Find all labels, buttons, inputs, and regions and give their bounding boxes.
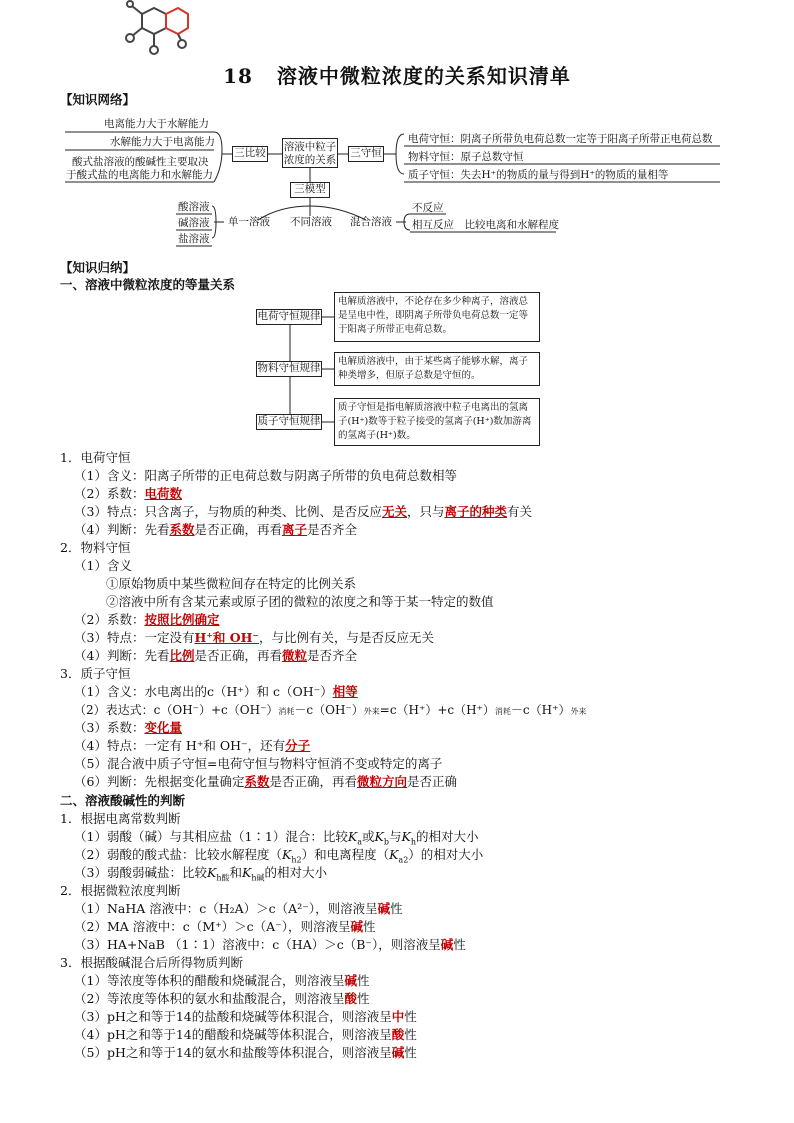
right-label-2: 物料守恒：原子总数守恒 (408, 151, 524, 163)
rule-charge: 电荷守恒规律 (256, 309, 322, 325)
p2-b: （2）系数：按照比例确定 (74, 612, 220, 627)
rule-material-desc: 电解质溶液中，由于某些离子能够水解，离子种类增多，但原子总数是守恒的。 (334, 352, 540, 386)
page-title: 18 溶液中微粒浓度的关系知识清单 (223, 64, 571, 88)
box-center (282, 138, 338, 168)
section-one: 一、溶液中微粒浓度的等量关系 (60, 277, 236, 292)
rule-material: 物料守恒规律 (256, 361, 322, 377)
rule-proton-desc: 质子守恒是指电解质溶液中粒子电离出的氢离子(H⁺)数等于粒子接受的氢离子(H⁺)数加游离的氢离子(H⁺)数。 (334, 398, 540, 446)
p3-e: （5）混合液中质子守恒=电荷守恒与物料守恒消不变或特定的离子 (74, 756, 443, 771)
p2-heading: 2．物料守恒 (60, 540, 131, 555)
q3-a: （1）等浓度等体积的醋酸和烧碱混合，则溶液呈碱性 (74, 973, 370, 988)
p1-heading: 1．电荷守恒 (60, 450, 131, 465)
p3-f: （6）判断：先根据变化量确定系数是否正确，再看微粒方向是否正确 (74, 774, 458, 789)
p3-heading: 3．质子守恒 (60, 666, 131, 681)
q3-heading: 3．根据酸碱混合后所得物质判断 (60, 955, 243, 970)
q3-d: （4）pH之和等于14的醋酸和烧碱等体积混合，则溶液呈酸性 (74, 1027, 417, 1042)
q2-c: （3）HA+NaB （1∶1）溶液中：c（HA）＞c（B⁻），则溶液呈碱性 (74, 937, 466, 952)
molecule-logo-icon (122, 0, 192, 62)
noreact-label: 不反应 (412, 202, 444, 214)
left-label-3a: 酸式盐溶液的酸碱性主要取决 (72, 156, 209, 168)
acid-label: 酸溶液 (178, 201, 210, 213)
p3-b: （2）表达式：c（OH⁻）+c（OH⁻）消耗－c（OH⁻）外来=c（H⁺）+c（H⁺）消耗－c（H⁺）外来 (74, 703, 587, 717)
left-label-1: 电离能力大于水解能力 (104, 118, 209, 130)
single-label: 单一溶液 (228, 216, 270, 228)
q3-e: （5）pH之和等于14的氨水和盐酸等体积混合，则溶液呈碱性 (74, 1045, 417, 1060)
q2-a: （1）NaHA 溶液中：c（H₂A）＞c（A²⁻），则溶液呈碱性 (74, 901, 403, 916)
q1-heading: 1．根据电离常数判断 (60, 811, 181, 826)
section-summary: 【知识归纳】 (60, 260, 136, 275)
q1-c: （3）弱酸弱碱盐：比较$K_{h酸}$和$K_{h碱}$的相对大小 (74, 865, 327, 883)
p2-a1: ①原始物质中某些微粒间存在特定的比例关系 (106, 576, 357, 591)
rule-charge-desc: 电解质溶液中，不论存在多少种离子，溶液总是呈电中性，即阴离子所带负电荷总数一定等于阳离子所带正电荷总数。 (334, 292, 540, 342)
p3-d: （4）特点：一定有 H⁺和 OH⁻，还有分子 (74, 738, 311, 753)
react-label: 相互反应 比较电离和水解程度 (412, 219, 559, 231)
p3-c: （3）系数：变化量 (74, 720, 182, 735)
q1-a: （1）弱酸（碱）与其相应盐（1∶1）混合：比较$K_a$或$K_b$与$K_h$的相对大小 (74, 829, 479, 847)
mixed-label: 混合溶液 (350, 216, 392, 228)
p2-d: （4）判断：先看比例是否正确，再看微粒是否齐全 (74, 648, 358, 663)
different-label: 不同溶液 (290, 216, 332, 228)
salt-label: 盐溶液 (178, 233, 210, 245)
rule-proton: 质子守恒规律 (256, 414, 322, 430)
q3-b: （2）等浓度等体积的氨水和盐酸混合，则溶液呈酸性 (74, 991, 370, 1006)
section-two: 二、溶液酸碱性的判断 (60, 793, 186, 808)
base-label: 碱溶液 (178, 217, 210, 229)
center-line-b: 浓度的关系 (283, 154, 337, 166)
q1-b: （2）弱酸的酸式盐：比较水解程度$(K_{h2})$和电离程度$(K_{a2})$的相对大小 (74, 847, 484, 865)
right-label-1: 电荷守恒：阴离子所带负电荷总数一定等于阳离子所带正电荷总数 (408, 133, 713, 145)
p2-a2: ②溶液中所有含某元素或原子团的微粒的浓度之和等于某一特定的数值 (106, 594, 494, 609)
right-label-3: 质子守恒：失去H⁺的物质的量与得到H⁺的物质的量相等 (408, 169, 669, 181)
q2-heading: 2．根据微粒浓度判断 (60, 883, 181, 898)
section-network: 【知识网络】 (60, 92, 136, 107)
p2-a: （1）含义 (74, 558, 132, 573)
left-label-3b: 于酸式盐的电离能力和水解能力 (66, 169, 213, 181)
box-three-compare: 三比较 (232, 146, 268, 162)
box-three-conserve: 三守恒 (348, 146, 384, 162)
q3-c: （3）pH之和等于14的盐酸和烧碱等体积混合，则溶液呈中性 (74, 1009, 417, 1024)
p3-a: （1）含义：水电离出的c（H⁺）和 c（OH⁻）相等 (74, 684, 358, 699)
box-three-model: 三模型 (290, 182, 330, 198)
knowledge-network-diagram (0, 110, 794, 250)
p1-b: （2）系数：电荷数 (74, 486, 182, 501)
q2-b: （2）MA 溶液中：c（M⁺）＞c（A⁻），则溶液呈碱性 (74, 919, 376, 934)
p1-d: （4）判断：先看系数是否正确，再看离子是否齐全 (74, 522, 358, 537)
center-line-a: 溶液中粒子 (283, 141, 337, 153)
p2-c: （3）特点：一定没有H⁺和 OH⁻，与比例有关，与是否反应无关 (74, 630, 435, 645)
left-label-2: 水解能力大于电离能力 (110, 136, 215, 148)
rules-diagram (0, 292, 794, 447)
p1-a: （1）含义：阳离子所带的正电荷总数与阴离子所带的负电荷总数相等 (74, 468, 457, 483)
p1-c: （3）特点：只含离子，与物质的种类、比例、是否反应无关，只与离子的种类有关 (74, 504, 533, 519)
